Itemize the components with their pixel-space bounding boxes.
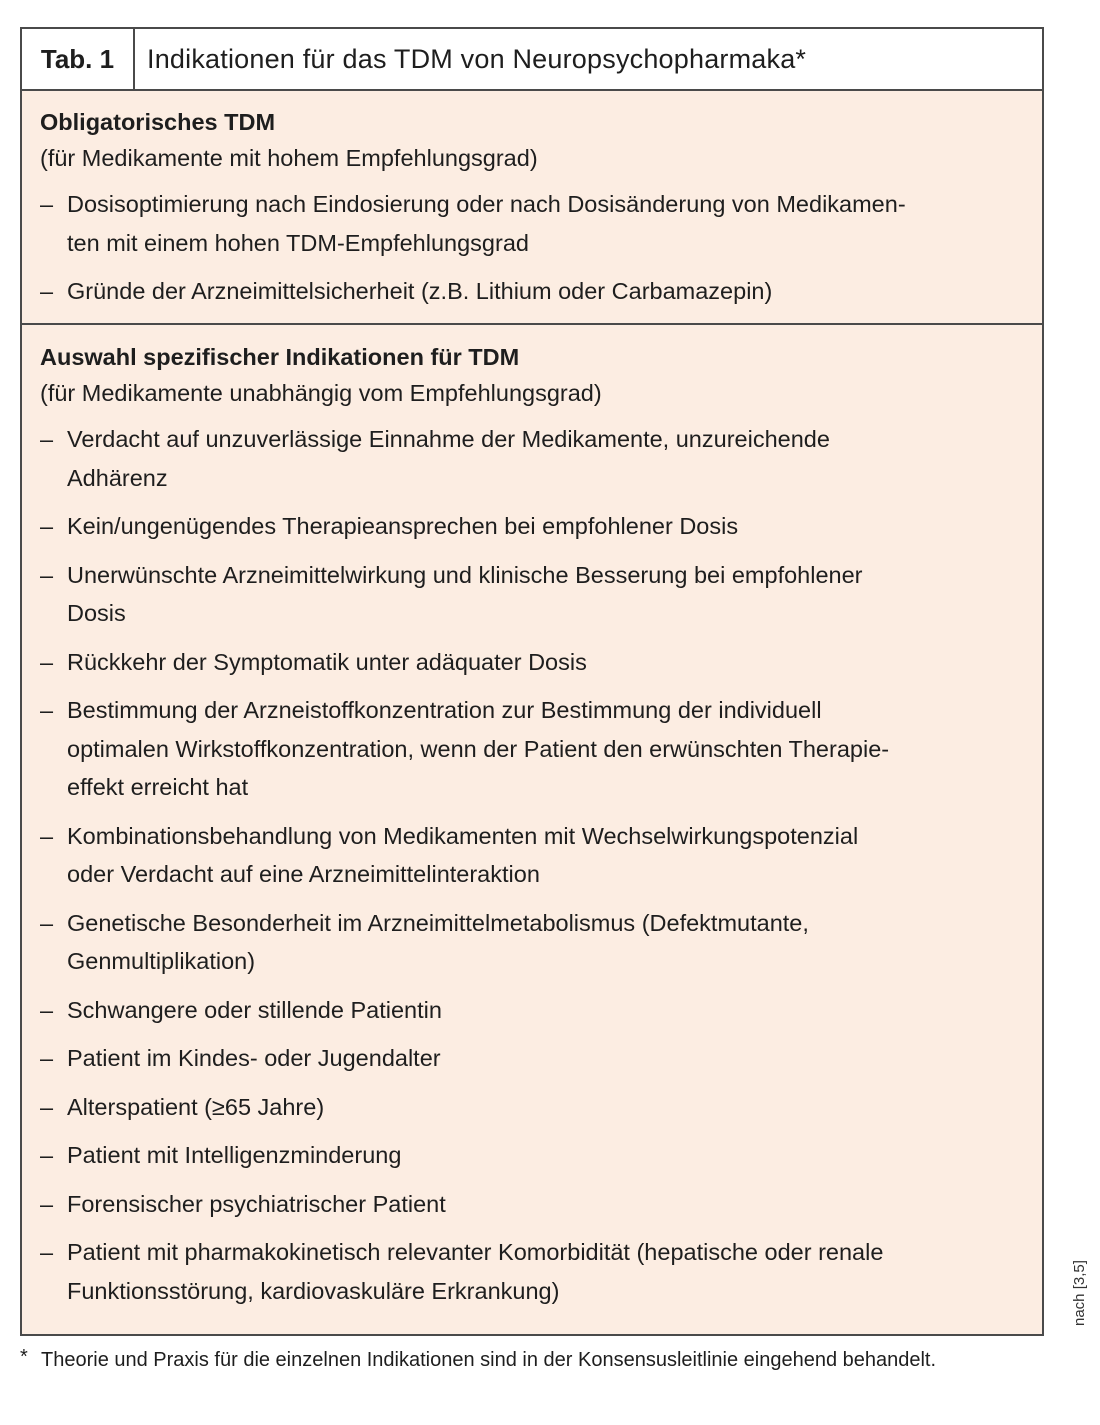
list-item bbox=[40, 643, 1022, 682]
dash-icon: – bbox=[40, 1045, 54, 1071]
list-item-text: Schwangere oder stillende Patientin bbox=[67, 996, 442, 1023]
section-mandatory-tdm bbox=[22, 91, 1042, 325]
list-item bbox=[40, 507, 1022, 546]
section-heading: Auswahl spezifischer Indikationen für TDM bbox=[40, 344, 520, 370]
section-specific-indications bbox=[22, 325, 1042, 1334]
indications-table bbox=[20, 27, 1044, 1336]
dash-icon: – bbox=[40, 278, 54, 304]
list-item bbox=[40, 991, 1022, 1030]
list-item-text: Kombinationsbehandlung von Medikamenten mit Wechselwirkungspotenzial oder Verdacht auf eine Arzneimittelinteraktion bbox=[67, 822, 859, 887]
dash-icon: – bbox=[40, 648, 54, 675]
list-item-text: Kein/ungenügendes Therapieansprechen bei empfohlener Dosis bbox=[67, 513, 739, 539]
list-item-text: Dosisoptimierung nach Eindosierung oder nach Dosisänderung von Medikamen- ten mit einem hohen TDM-Empfehlungsgrad bbox=[67, 191, 906, 256]
dash-icon: – bbox=[40, 909, 54, 936]
table-title: Indikationen für das TDM von Neuropsychopharmaka* bbox=[147, 43, 807, 74]
bullet-list bbox=[40, 420, 1022, 1310]
dash-icon: – bbox=[40, 561, 54, 588]
list-item bbox=[40, 272, 1022, 311]
list-item-text: Rückkehr der Symptomatik unter adäquater Dosis bbox=[67, 648, 587, 675]
list-item-text: Patient mit Intelligenzminderung bbox=[67, 1142, 402, 1168]
list-item-text: Bestimmung der Arzneistoffkonzentration zur Bestimmung der individuell optimalen Wirkstoffkonzentration, wenn der Patient den erwünschten Therapie- effekt erreicht hat bbox=[67, 697, 890, 800]
dash-icon: – bbox=[40, 996, 54, 1023]
footnote-text: Theorie und Praxis für die einzelnen Indikationen sind in der Konsensusleitlinie eingehend behandelt. bbox=[41, 1349, 937, 1371]
bullet-list bbox=[40, 185, 1022, 311]
list-item bbox=[40, 1039, 1022, 1078]
table-header bbox=[22, 29, 1042, 91]
dash-icon: – bbox=[40, 426, 54, 452]
dash-icon: – bbox=[40, 1190, 54, 1217]
dash-icon: – bbox=[40, 191, 54, 217]
list-item-text: Verdacht auf unzuverlässige Einnahme der Medikamente, unzureichende Adhärenz bbox=[67, 426, 830, 491]
source-note: nach [3,5] bbox=[1071, 1260, 1088, 1326]
list-item bbox=[40, 1088, 1022, 1127]
list-item-text: Patient mit pharmakokinetisch relevanter Komorbidität (hepatische oder renale Funktionsstörung, kardiovaskuläre Erkrankung) bbox=[67, 1239, 884, 1304]
list-item bbox=[40, 1136, 1022, 1175]
list-item-text: Forensischer psychiatrischer Patient bbox=[67, 1190, 446, 1217]
list-item bbox=[40, 904, 1022, 981]
table-number-label: Tab. 1 bbox=[22, 29, 135, 89]
dash-icon: – bbox=[40, 513, 54, 539]
list-item bbox=[40, 1185, 1022, 1224]
list-item bbox=[40, 1233, 1022, 1310]
list-item bbox=[40, 691, 1022, 807]
list-item-text: Gründe der Arzneimittelsicherheit (z.B. Lithium oder Carbamazepin) bbox=[67, 278, 773, 304]
list-item bbox=[40, 556, 1022, 633]
list-item-text: Alterspatient (≥65 Jahre) bbox=[67, 1093, 325, 1120]
list-item bbox=[40, 420, 1022, 497]
list-item-text: Unerwünschte Arzneimittelwirkung und klinische Besserung bei empfohlener Dosis bbox=[67, 561, 863, 626]
dash-icon: – bbox=[40, 822, 54, 849]
dash-icon: – bbox=[40, 1093, 54, 1120]
footnote-marker: * bbox=[20, 1346, 28, 1368]
list-item bbox=[40, 185, 1022, 262]
footnote bbox=[20, 1346, 1020, 1375]
dash-icon: – bbox=[40, 697, 54, 723]
section-heading: Obligatorisches TDM bbox=[40, 109, 276, 135]
section-subheading: (für Medikamente mit hohem Empfehlungsgrad) bbox=[40, 145, 538, 171]
dash-icon: – bbox=[40, 1239, 54, 1265]
section-subheading: (für Medikamente unabhängig vom Empfehlungsgrad) bbox=[40, 380, 602, 406]
list-item-text: Genetische Besonderheit im Arzneimittelmetabolismus (Defektmutante, Genmultiplikation) bbox=[67, 909, 809, 974]
list-item bbox=[40, 817, 1022, 894]
list-item-text: Patient im Kindes- oder Jugendalter bbox=[67, 1045, 441, 1071]
dash-icon: – bbox=[40, 1142, 54, 1168]
